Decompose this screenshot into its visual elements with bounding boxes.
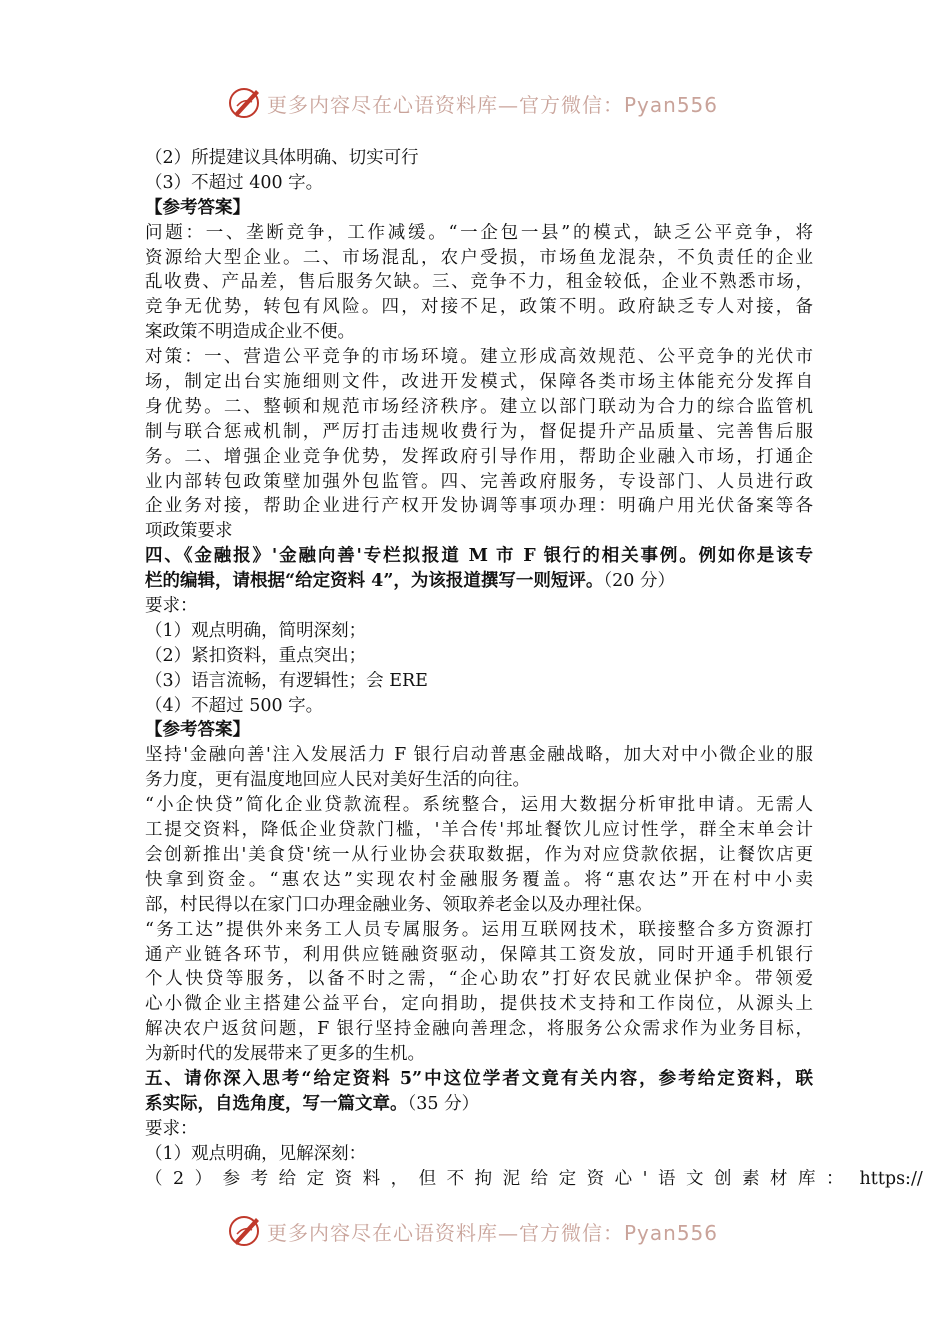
- text-line: “小企快贷”简化企业贷款流程。系统整合，运用大数据分析审批申请。无需人: [145, 795, 813, 816]
- wechat-id: Pyan556: [624, 93, 719, 117]
- text-line: 工提交资料，降低企业贷款门槛，'羊合传'邦址餐饮儿应讨性学，群全末单会计: [145, 820, 813, 841]
- header-banner: [0, 82, 950, 122]
- text-line: 通产业链各环节，利用供应链融资驱动，保障其工资发放，同时开通手机银行: [145, 944, 813, 965]
- requirement-2: （2）所提建议具体明确、切实可行: [145, 148, 419, 168]
- text-line: 业内部转包政策壁加强外包监管。四、完善政府服务，专设部门、人员进行政: [145, 471, 813, 492]
- question-4-title-cont: 栏的编辑，请根据“给定资料 4”，为该报道撰写一则短评。（20 分）: [145, 571, 675, 592]
- pen-logo-icon: [226, 84, 264, 120]
- requirement-item: （4）不超过 500 字。: [145, 695, 324, 716]
- text-line: 为新时代的发展带来了更多的生机。: [145, 1044, 425, 1065]
- requirement-item: （1）观点明确，简明深刻；: [145, 620, 367, 641]
- text-line: 资源给大型企业。二、市场混乱，农户受损，市场鱼龙混杂，不负责任的企业: [145, 247, 813, 268]
- question-4-title: 四、《金融报》'金融向善'专栏拟报道 M 市 F 银行的相关事例。例如你是该专: [145, 546, 813, 567]
- text-line: 个人快贷等服务，以备不时之需，“企心助农”打好农民就业保护伞。带领爱: [145, 969, 813, 990]
- question-5-score: （35 分）: [407, 1093, 480, 1114]
- text-line: 心小微企业主搭建公益平台，定向捐助，提供技术支持和工作岗位，从源头上: [145, 994, 813, 1015]
- text-line: 会创新推出'美食贷'统一从行业协会获取数据，作为对应贷款依据，让餐饮店更: [145, 844, 813, 865]
- footer-banner-text: 更多内容尽在心语资料库—官方微信：Pyan556: [267, 1221, 719, 1245]
- text-line: 案政策不明造成企业不便。: [145, 322, 355, 343]
- question-5-title-cont: 系实际，自选角度，写一篇文章。（35 分）: [145, 1093, 480, 1114]
- text-line: 问题：一、垄断竞争，工作减缓。“一企包一县”的模式，缺乏公平竞争，将: [145, 222, 813, 243]
- url-text: https://: [859, 1168, 923, 1189]
- answer-heading: 【参考答案】: [145, 197, 250, 218]
- text-line: “务工达”提供外来务工人员专属服务。运用互联网技术，联接整合多方资源打: [145, 919, 813, 940]
- requirement-item: （3）语言流畅，有逻辑性；会 ERE: [145, 670, 428, 691]
- requirement-3: （3）不超过 400 字。: [145, 172, 324, 193]
- text-line: 快拿到资金。“惠农达”实现农村金融服务覆盖。将“惠农达”开在村中小卖: [145, 869, 813, 890]
- text-line: 坚持'金融向善'注入发展活力 F 银行启动普惠金融战略，加大对中小微企业的服: [145, 745, 813, 766]
- question-5-title: 五、请你深入思考“给定资料 5”中这位学者文竟有关内容，参考给定资料，联: [145, 1068, 813, 1089]
- text-line: 竞争无优势，转包有风险。四，对接不足，政策不明。政府缺乏专人对接，备: [145, 297, 813, 318]
- requirements-label: 要求：: [145, 596, 198, 617]
- requirements-label: 要求：: [145, 1118, 198, 1139]
- text-line: 身优势。二、整顿和规范市场经济秩序。建立以部门联动为合力的综合监管机: [145, 396, 813, 417]
- text-line: 部，村民得以在家门口办理金融业务、领取养老金以及办理社保。: [145, 894, 653, 915]
- answer-heading: 【参考答案】: [145, 720, 250, 741]
- document-body: [145, 146, 923, 1191]
- requirement-item: （2）紧扣资料，重点突出；: [145, 645, 367, 666]
- text-line: 务力度，更有温度地回应人民对美好生活的向往。: [145, 770, 530, 791]
- text-line: 企业务对接，帮助企业进行产权开发协调等事项办理：明确户用光伏备案等各: [145, 496, 813, 517]
- requirement-item: （2）参考给定资料，但不拘泥给定资心'语文创素材库： https://: [145, 1168, 923, 1189]
- text-line: 务。二、增强企业竞争优势，发挥政府引导作用，帮助企业融入市场，打通企: [145, 446, 813, 467]
- text-line: 解决农户返贫问题，F 银行坚持金融向善理念，将服务公众需求作为业务目标，: [145, 1019, 813, 1040]
- text-line: 制与联合惩戒机制，严厉打击违规收费行为，督促提升产品质量、完善售后服: [145, 421, 813, 442]
- text-line: 对策：一、营造公平竞争的市场环境。建立形成高效规范、公平竞争的光伏市: [145, 347, 813, 368]
- pen-logo-icon: [226, 1212, 264, 1248]
- requirement-item: （1）观点明确，见解深刻：: [145, 1143, 367, 1164]
- question-4-score: （20 分）: [603, 571, 675, 592]
- text-line: 乱收费、产品差，售后服务欠缺。三、竞争不力，租金较低，企业不熟悉市场，: [145, 272, 813, 293]
- header-banner-text: 更多内容尽在心语资料库—官方微信：Pyan556: [267, 93, 719, 117]
- text-line: 场，制定出台实施细则文件，改进开发模式，保障各类市场主体能充分发挥自: [145, 372, 813, 393]
- footer-banner: [0, 1210, 950, 1250]
- text-line: 项政策要求: [145, 521, 233, 542]
- wechat-id: Pyan556: [624, 1221, 719, 1245]
